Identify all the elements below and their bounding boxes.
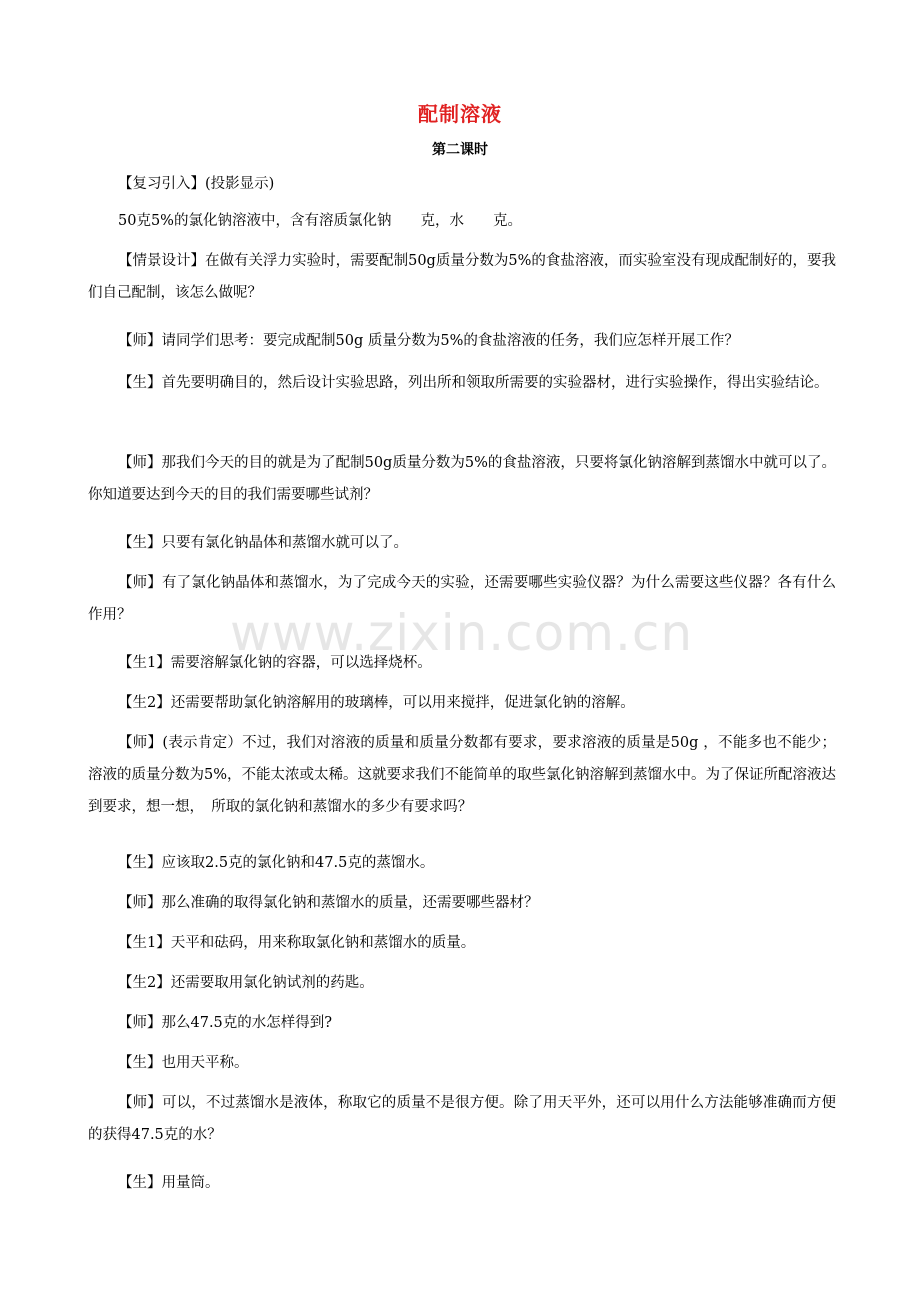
paragraph-question: 50克5%的氯化钠溶液中，含有溶质氯化钠 克，水 克。 bbox=[118, 213, 522, 229]
paragraph-student-8: 【生】也用天平称。 bbox=[118, 1055, 249, 1071]
paragraph-student-7: 【生2】还需要取用氯化钠试剂的药匙。 bbox=[118, 975, 374, 991]
paragraph-teacher-7: 【师】可以，不过蒸馏水是液体，称取它的质量不是很方便。除了用天平外，还可以用什么方法能够准确而方便的获得47.5克的水？ bbox=[88, 1095, 836, 1143]
paragraph-scenario: 【情景设计】在做有关浮力实验时，需要配制50g质量分数为5%的食盐溶液，而实验室没有现成配制好的，要我们自己配制，该怎么做呢？ bbox=[88, 253, 836, 301]
paragraph-review-intro: 【复习引入】(投影显示) bbox=[118, 176, 275, 192]
document-subtitle: 第二课时 bbox=[432, 142, 488, 158]
paragraph-teacher-5: 【师】那么准确的取得氯化钠和蒸馏水的质量，还需要哪些器材？ bbox=[118, 895, 539, 911]
watermark: www.zixin.com.cn bbox=[230, 604, 694, 662]
paragraph-teacher-4: 【师】(表示肯定）不过，我们对溶液的质量和质量分数都有要求，要求溶液的质量是50g ，不能多也不能少；溶液的质量分数为5%，不能太浓或太稀。这就要求我们不能简单的取些氯化钠溶解到蒸馏水中。为了保证所配溶液达到要求，想一想， 所取的氯化钠和蒸馏水的多少有要求吗？ bbox=[88, 735, 836, 815]
paragraph-teacher-6: 【师】那么47.5克的水怎样得到? bbox=[118, 1015, 333, 1031]
paragraph-student-5: 【生】应该取2.5克的氯化钠和47.5克的蒸馏水。 bbox=[118, 855, 435, 871]
paragraph-teacher-1: 【师】请同学们思考：要完成配制50g 质量分数为5%的食盐溶液的任务，我们应怎样开展工作？ bbox=[118, 333, 739, 349]
paragraph-student-6: 【生1】天平和砝码，用来称取氯化钠和蒸馏水的质量。 bbox=[118, 935, 476, 951]
paragraph-student-9: 【生】用量筒。 bbox=[118, 1175, 220, 1191]
paragraph-student-2: 【生】只要有氯化钠晶体和蒸馏水就可以了。 bbox=[118, 535, 408, 551]
paragraph-teacher-2: 【师】那我们今天的目的就是为了配制50g质量分数为5%的食盐溶液，只要将氯化钠溶解到蒸馏水中就可以了。你知道要达到今天的目的我们需要哪些试剂？ bbox=[88, 455, 836, 503]
paragraph-student-1: 【生】首先要明确目的，然后设计实验思路，列出所和领取所需要的实验器材，进行实验操作，得出实验结论。 bbox=[118, 375, 829, 391]
paragraph-teacher-3: 【师】有了氯化钠晶体和蒸馏水，为了完成今天的实验，还需要哪些实验仪器？为什么需要这些仪器？各有什么作用？ bbox=[88, 575, 836, 623]
paragraph-student-3: 【生1】需要溶解氯化钠的容器，可以选择烧杯。 bbox=[118, 655, 432, 671]
paragraph-student-4: 【生2】还需要帮助氯化钠溶解用的玻璃棒，可以用来搅拌，促进氯化钠的溶解。 bbox=[118, 695, 635, 711]
document-title: 配制溶液 bbox=[418, 102, 502, 126]
